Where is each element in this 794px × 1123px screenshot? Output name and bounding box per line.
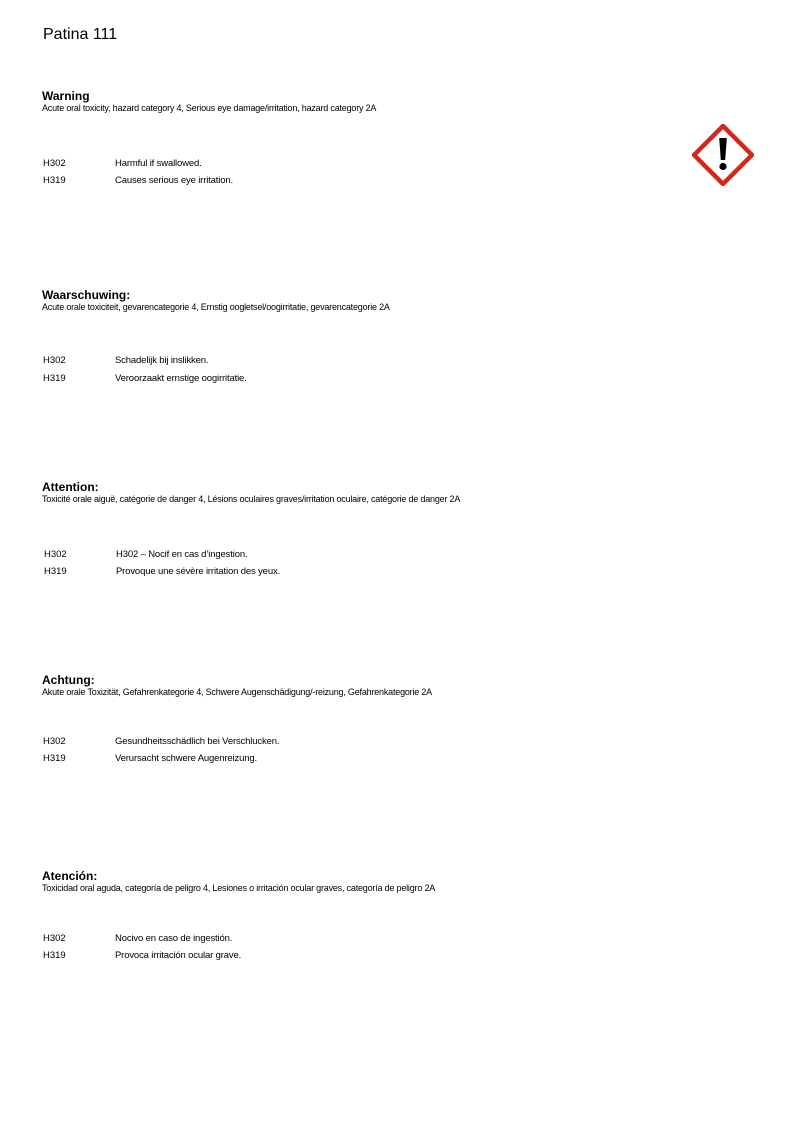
hazard-code: H302 [43, 736, 66, 747]
hazard-code: H302 [44, 549, 67, 560]
signal-word-heading: Warning [42, 89, 90, 103]
signal-word-heading: Attention: [42, 480, 99, 494]
document-title: Patina 111 [43, 26, 118, 43]
hazard-code: H319 [43, 373, 66, 384]
hazard-text: Provoque une sévère irritation des yeux. [116, 566, 281, 577]
hazard-classification: Akute orale Toxizität, Gefahrenkategorie 4, Schwere Augenschädigung/-reizung, Gefahrenkategorie 2A [42, 687, 432, 697]
hazard-text: Harmful if swallowed. [115, 158, 202, 169]
hazard-classification: Acute oral toxicity, hazard category 4, Serious eye damage/irritation, hazard category 2A [42, 103, 377, 113]
hazard-text: H302 – Nocif en cas d’ingestion. [116, 549, 248, 560]
ghs-exclamation-mark-icon [692, 124, 754, 186]
hazard-text: Provoca irritación ocular grave. [115, 950, 242, 961]
hazard-code: H319 [43, 175, 66, 186]
hazard-text: Causes serious eye irritation. [115, 175, 233, 186]
hazard-text: Veroorzaakt ernstige oogirritatie. [115, 373, 247, 384]
hazard-text: Gesundheitsschädlich bei Verschlucken. [115, 736, 280, 747]
signal-word-heading: Achtung: [42, 673, 95, 687]
hazard-code: H302 [43, 355, 66, 366]
hazard-text: Nocivo en caso de ingestión. [115, 933, 233, 944]
hazard-code: H302 [43, 933, 66, 944]
hazard-code: H319 [44, 566, 67, 577]
hazard-text: Verursacht schwere Augenreizung. [115, 753, 258, 764]
hazard-text: Schadelijk bij inslikken. [115, 355, 209, 366]
signal-word-heading: Atención: [42, 869, 98, 883]
signal-word-heading: Waarschuwing: [42, 288, 131, 302]
hazard-classification: Toxicidad oral aguda, categoría de peligro 4, Lesiones o irritación ocular graves, categoría de peligro 2A [42, 883, 436, 893]
hazard-code: H302 [43, 158, 66, 169]
hazard-code: H319 [43, 753, 66, 764]
hazard-classification: Acute orale toxiciteit, gevarencategorie 4, Ernstig oogletsel/oogirritatie, gevarencategorie 2A [42, 302, 390, 312]
hazard-code: H319 [43, 950, 66, 961]
hazard-classification: Toxicité orale aiguë, catégorie de danger 4, Lésions oculaires graves/irritation oculaire, catégorie de danger 2A [42, 494, 461, 504]
